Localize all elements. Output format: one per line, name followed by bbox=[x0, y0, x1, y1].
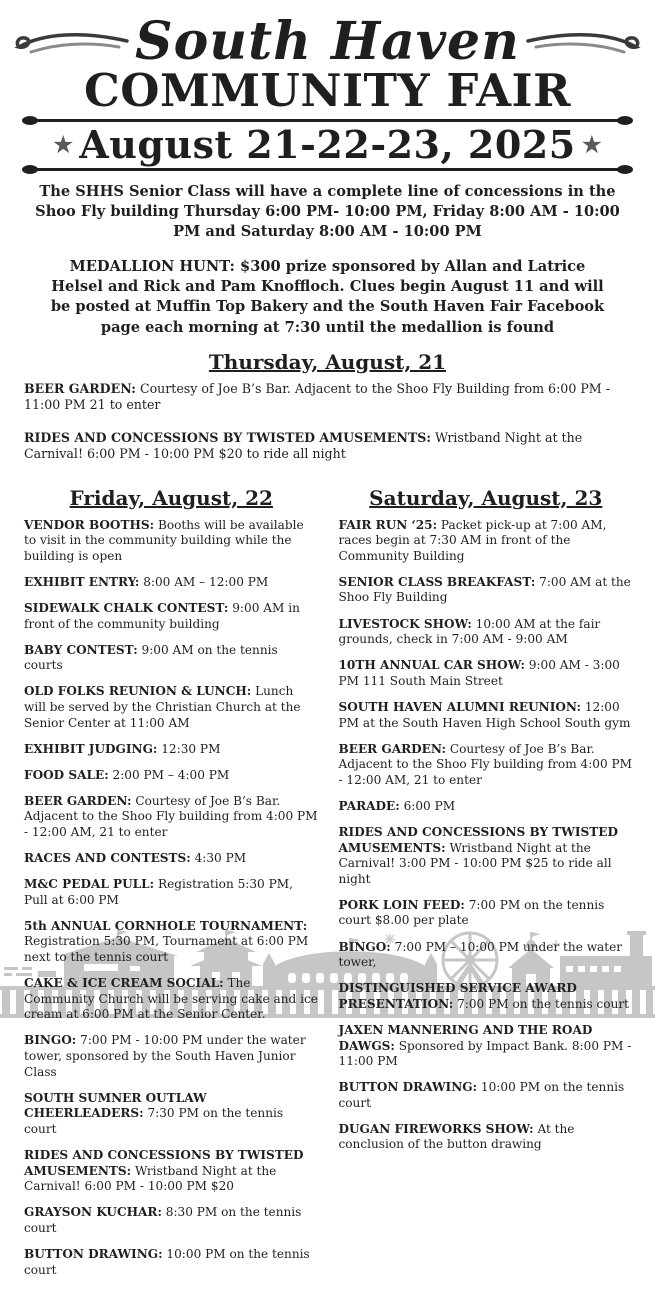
event-label: EXHIBIT ENTRY: bbox=[24, 574, 140, 589]
fair-dates: August 21-22-23, 2025 bbox=[79, 122, 576, 168]
friday-heading: Friday, August, 22 bbox=[69, 485, 273, 510]
script-title-row bbox=[0, 11, 655, 72]
event-label: FAIR RUN ‘25: bbox=[338, 517, 438, 532]
event-text: 10:00 PM on the tennis court bbox=[338, 1080, 625, 1110]
thursday-heading: Thursday, August, 21 bbox=[208, 349, 447, 374]
event-text: 6:00 PM bbox=[403, 798, 456, 813]
event-text: Packet pick-up at 7:00 AM, races begin at 7:30 AM in front of the Community Building bbox=[338, 517, 607, 563]
event-label: RACES AND CONTESTS: bbox=[24, 851, 191, 866]
event-label: 5th ANNUAL CORNHOLE TOURNAMENT: bbox=[24, 918, 308, 933]
event-label: BEER GARDEN: bbox=[24, 793, 132, 808]
event-text: At the conclusion of the button drawing bbox=[338, 1121, 575, 1152]
event-label: BEER GARDEN: bbox=[24, 380, 136, 396]
concessions-note: The SHHS Senior Class will have a complete line of concessions in the Shoo Fly building Thursday 6:00 PM- 10:00 PM, Friday 8:00 AM - 10:00 PM and Saturday 8:00 AM - 10:00 PM bbox=[35, 182, 620, 240]
event-item bbox=[24, 518, 319, 565]
event-item bbox=[24, 430, 631, 462]
event-item bbox=[339, 1080, 634, 1111]
event-item bbox=[24, 643, 319, 674]
event-label: PORK LOIN FEED: bbox=[338, 897, 465, 912]
event-item bbox=[24, 768, 319, 784]
event-label: OLD FOLKS REUNION & LUNCH: bbox=[24, 684, 252, 699]
event-text: 8:30 PM on the tennis court bbox=[24, 1205, 302, 1235]
event-text: Wristband Night at the Carnival! 6:00 PM - 10:00 PM $20 bbox=[24, 1163, 277, 1194]
event-label: RIDES AND CONCESSIONS BY TWISTED AMUSEMENTS: bbox=[24, 1147, 304, 1178]
event-label: SIDEWALK CHALK CONTEST: bbox=[24, 600, 229, 615]
event-text: Courtesy of Joe B’s Bar. Adjacent to the Shoo Fly Building from 6:00 PM - 11:00 PM 21 to enter bbox=[24, 380, 610, 412]
event-label: RIDES AND CONCESSIONS BY TWISTED AMUSEMENTS: bbox=[338, 824, 618, 855]
event-label: VENDOR BOOTHS: bbox=[24, 517, 155, 532]
rule-end-dot bbox=[617, 165, 633, 174]
event-label: BUTTON DRAWING: bbox=[24, 1246, 163, 1261]
event-label: DUGAN FIREWORKS SHOW: bbox=[338, 1121, 534, 1136]
medallion-hunt-note bbox=[50, 257, 605, 338]
event-item bbox=[339, 575, 634, 606]
event-text: 9:00 AM - 3:00 PM 111 South Main Street bbox=[338, 658, 620, 688]
event-text: 9:00 AM in front of the community building bbox=[24, 600, 300, 631]
event-text: 7:00 PM on the tennis court $8.00 per plate bbox=[338, 897, 605, 928]
event-text: 7:00 PM on the tennis court bbox=[457, 996, 630, 1011]
event-label: SOUTH HAVEN ALUMNI REUNION: bbox=[338, 699, 581, 714]
event-item bbox=[24, 794, 319, 841]
event-item bbox=[339, 658, 634, 689]
event-item bbox=[339, 825, 634, 887]
event-item bbox=[339, 940, 634, 971]
event-item bbox=[339, 742, 634, 789]
thursday-events bbox=[24, 381, 631, 463]
event-item bbox=[24, 851, 319, 867]
rule-end-dot bbox=[617, 116, 633, 125]
flourish-ornament-right bbox=[524, 25, 642, 59]
event-item bbox=[339, 898, 634, 929]
event-text: 7:00 PM – 10:00 PM under the water tower, bbox=[338, 939, 623, 970]
event-text: 7:00 PM - 10:00 PM under the water tower, sponsored by the South Haven Junior Class bbox=[24, 1033, 306, 1079]
event-item bbox=[24, 1247, 319, 1278]
event-label: GRAYSON KUCHAR: bbox=[24, 1205, 162, 1220]
event-text: Lunch will be served by the Christian Church at the Senior Center at 11:00 AM bbox=[24, 684, 301, 730]
event-label: BINGO: bbox=[338, 939, 391, 954]
flyer-header bbox=[0, 11, 655, 174]
event-label: 10TH ANNUAL CAR SHOW: bbox=[338, 658, 525, 673]
event-text: 2:00 PM – 4:00 PM bbox=[112, 767, 230, 782]
friday-events bbox=[24, 518, 319, 1279]
thursday-section bbox=[0, 350, 655, 463]
main-title: COMMUNITY FAIR bbox=[83, 64, 571, 117]
event-item bbox=[24, 919, 319, 966]
event-text: 12:00 PM at the South Haven High School South gym bbox=[338, 699, 631, 730]
event-text: 8:00 AM – 12:00 PM bbox=[143, 574, 269, 589]
event-label: RIDES AND CONCESSIONS BY TWISTED AMUSEMENTS: bbox=[24, 430, 431, 446]
event-item bbox=[24, 976, 319, 1023]
event-text: Courtesy of Joe B’s Bar. Adjacent to the Shoo Fly building from 4:00 PM - 12:00 AM, 21 to enter bbox=[338, 741, 633, 787]
event-label: BABY CONTEST: bbox=[24, 642, 138, 657]
star-icon-right: ★ bbox=[580, 130, 603, 160]
event-item bbox=[339, 617, 634, 648]
saturday-section bbox=[339, 480, 634, 1289]
event-item bbox=[339, 1023, 634, 1070]
event-label: LIVESTOCK SHOW: bbox=[338, 616, 472, 631]
event-item bbox=[24, 601, 319, 632]
event-text: Registration 5:30 PM, Tournament at 6:00 PM next to the tennis court bbox=[24, 934, 309, 965]
event-text: 4:30 PM bbox=[194, 851, 247, 866]
event-text: 7:00 AM at the Shoo Fly Building bbox=[338, 574, 631, 605]
event-label: SOUTH SUMNER OUTLAW CHEERLEADERS: bbox=[24, 1090, 207, 1121]
event-label: DISTINGUISHED SERVICE AWARD PRESENTATION: bbox=[338, 981, 577, 1011]
event-item bbox=[339, 700, 634, 731]
event-item bbox=[24, 877, 319, 908]
medallion-hunt-text: $300 prize sponsored by Allan and Latrice Helsel and Rick and Pam Knoffloch. Clues begin August 11 and will be posted at Muffin Top Bakery and the South Haven Fair Facebook page each morning at 7:30 until the medallion is found bbox=[50, 258, 605, 336]
medallion-hunt-label: MEDALLION HUNT: bbox=[69, 258, 235, 276]
event-label: EXHIBIT JUDGING: bbox=[24, 741, 158, 756]
event-label: JAXEN MANNERING AND THE ROAD DAWGS: bbox=[338, 1022, 593, 1053]
event-item bbox=[24, 1091, 319, 1138]
event-text: 7:30 PM on the tennis court bbox=[24, 1106, 284, 1136]
event-text: 9:00 AM on the tennis courts bbox=[24, 642, 278, 673]
event-text: Wristband Night at the Carnival! 6:00 PM - 10:00 PM $20 to ride all night bbox=[24, 430, 583, 462]
event-label: SENIOR CLASS BREAKFAST: bbox=[338, 574, 536, 589]
event-text: 12:30 PM bbox=[161, 741, 221, 756]
event-item bbox=[24, 1205, 319, 1236]
event-item bbox=[339, 799, 634, 815]
day-columns bbox=[24, 480, 633, 1289]
event-label: PARADE: bbox=[338, 798, 400, 813]
event-text: 10:00 AM at the fair grounds, check in 7:00 AM - 9:00 AM bbox=[338, 616, 601, 647]
event-item bbox=[24, 1033, 319, 1080]
saturday-heading: Saturday, August, 23 bbox=[369, 485, 603, 510]
event-text: Sponsored by Impact Bank. 8:00 PM - 11:00 PM bbox=[338, 1038, 632, 1069]
event-label: BINGO: bbox=[24, 1033, 77, 1048]
flyer-content bbox=[0, 11, 655, 1289]
event-label: M&C PEDAL PULL: bbox=[24, 877, 155, 892]
star-icon-left: ★ bbox=[52, 130, 75, 160]
event-item bbox=[24, 742, 319, 758]
event-item bbox=[339, 981, 634, 1012]
event-text: Wristband Night at the Carnival! 3:00 PM - 10:00 PM $25 to ride all night bbox=[338, 840, 612, 886]
event-text: 10:00 PM on the tennis court bbox=[24, 1246, 310, 1277]
saturday-events bbox=[339, 518, 634, 1154]
event-label: BEER GARDEN: bbox=[338, 741, 446, 756]
date-banner bbox=[52, 122, 603, 168]
friday-section bbox=[24, 480, 319, 1289]
event-text: Booths will be available to visit in the community building while the building is open bbox=[24, 517, 304, 563]
flourish-ornament-left bbox=[13, 25, 131, 59]
event-text: The Community Church will be serving cake and ice cream at 6:00 PM at the Senior Center. bbox=[24, 976, 318, 1022]
script-title: South Haven bbox=[135, 11, 520, 72]
event-item bbox=[24, 381, 631, 413]
event-label: BUTTON DRAWING: bbox=[338, 1080, 478, 1095]
event-text: Registration 5:30 PM, Pull at 6:00 PM bbox=[24, 877, 293, 907]
event-item bbox=[24, 684, 319, 731]
event-item bbox=[339, 518, 634, 565]
event-item bbox=[339, 1122, 634, 1153]
event-item bbox=[24, 1148, 319, 1195]
event-label: CAKE & ICE CREAM SOCIAL: bbox=[24, 976, 224, 991]
event-item bbox=[24, 575, 319, 591]
event-label: FOOD SALE: bbox=[24, 767, 109, 782]
event-text: Courtesy of Joe B’s Bar. Adjacent to the Shoo Fly building from 4:00 PM - 12:00 AM, 21 to enter bbox=[24, 793, 318, 839]
fair-flyer-page bbox=[0, 11, 655, 1277]
